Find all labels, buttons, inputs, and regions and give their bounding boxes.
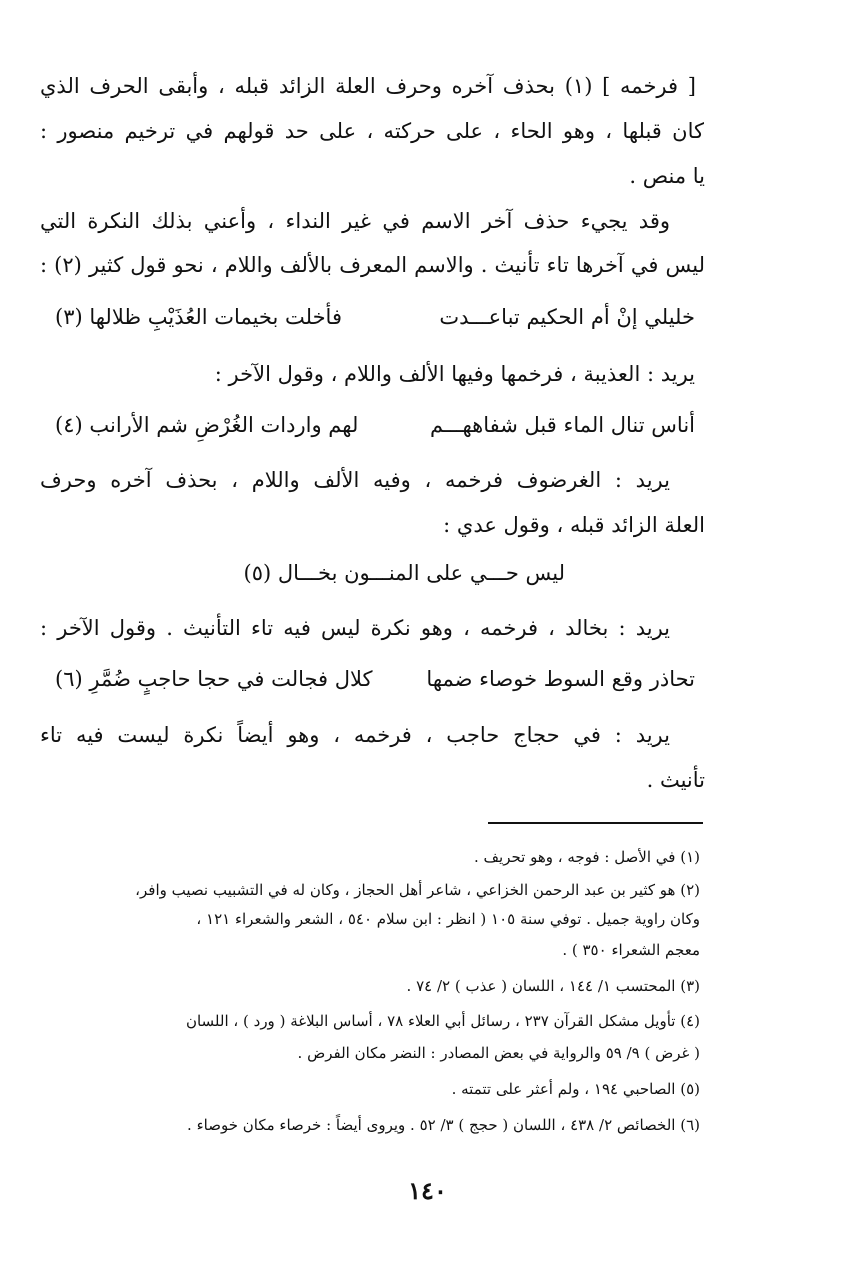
verse-4-right-hemistich: تحاذر وقع السوط خوصاء ضمها: [426, 667, 695, 691]
footnote-6: (٦) الخصائص ٢/ ٤٣٨ ، اللسان ( حجج ) ٣/ ٥٢ . ويروى أيضاً : خرصاء مكان خوصاء .: [187, 1116, 700, 1134]
body-line-1: [ فرخمه ] (١) بحذف آخره وحرف العلة الزائد قبله ، وأبقى الحرف الذي: [40, 74, 696, 98]
body-line-after-verse-2-b: العلة الزائد قبله ، وقول عدي :: [443, 513, 705, 537]
verse-1-left-hemistich: فأخلت بخيمات العُذَيْبِ ظلالها (٣): [55, 305, 342, 329]
verse-1-right-hemistich: خليلي إنْ أم الحكيم تباعـــدت: [439, 305, 695, 329]
footnote-2-line-1: (٢) هو كثير بن عبد الرحمن الخزاعي ، شاعر أهل الحجاز ، وكان له في التشبيب نصيب وافر،: [135, 881, 700, 899]
body-line-5: ليس في آخرها تاء تأنيث . والاسم المعرف بالألف واللام ، نحو قول كثير (٢) :: [40, 253, 705, 277]
body-line-2: كان قبلها ، وهو الحاء ، على حركته ، على حد قولهم في ترخيم منصور :: [40, 119, 704, 143]
verse-3: ليس حـــي على المنـــون بخـــال (٥): [243, 561, 565, 585]
footnote-5: (٥) الصاحبي ١٩٤ ، ولم أعثر على تتمته .: [451, 1080, 700, 1098]
footnote-2-line-3: معجم الشعراء ٣٥٠ ) .: [562, 941, 700, 959]
body-line-after-verse-1: يريد : العذيبة ، فرخمها وفيها الألف واللام ، وقول الآخر :: [214, 362, 695, 386]
footnote-2-line-2: وكان راوية جميل . توفي سنة ١٠٥ ( انظر : ابن سلام ٥٤٠ ، الشعر والشعراء ١٢١ ،: [196, 910, 700, 928]
body-line-after-verse-2-a: يريد : الغرضوف فرخمه ، وفيه الألف واللام ، بحذف آخره وحرف: [40, 468, 670, 492]
body-line-final-b: تأنيث .: [646, 768, 705, 792]
verse-4-left-hemistich: كلال فجالت في حجا حاجبٍ ضُمَّرِ (٦): [55, 667, 373, 691]
body-line-final-a: يريد : في حجاج حاجب ، فرخمه ، وهو أيضاً نكرة ليست فيه تاء: [40, 723, 670, 747]
verse-2-right-hemistich: أناس تنال الماء قبل شفاههـــم: [430, 413, 695, 437]
footnote-3: (٣) المحتسب ١/ ١٤٤ ، اللسان ( عذب ) ٢/ ٧٤ .: [406, 977, 700, 995]
footnote-4-line-1: (٤) تأويل مشكل القرآن ٢٣٧ ، رسائل أبي العلاء ٧٨ ، أساس البلاغة ( ورد ) ، اللسان: [185, 1012, 700, 1030]
body-line-3: يا منص .: [629, 164, 705, 188]
page-number: ١٤٠: [408, 1176, 447, 1205]
verse-2-left-hemistich: لهم واردات الغُرْضِ شم الأرانب (٤): [55, 413, 359, 437]
body-line-after-verse-3: يريد : بخالد ، فرخمه ، وهو نكرة ليس فيه تاء التأنيث . وقول الآخر :: [40, 616, 670, 640]
footnote-4-line-2: ( غرض ) ٩/ ٥٩ والرواية في بعض المصادر : النضر مكان الفرض .: [297, 1044, 700, 1062]
footnote-1: (١) في الأصل : فوجه ، وهو تحريف .: [473, 848, 700, 866]
footnote-separator: [488, 822, 703, 824]
body-line-4: وقد يجيء حذف آخر الاسم في غير النداء ، وأعني بذلك النكرة التي: [40, 209, 670, 233]
